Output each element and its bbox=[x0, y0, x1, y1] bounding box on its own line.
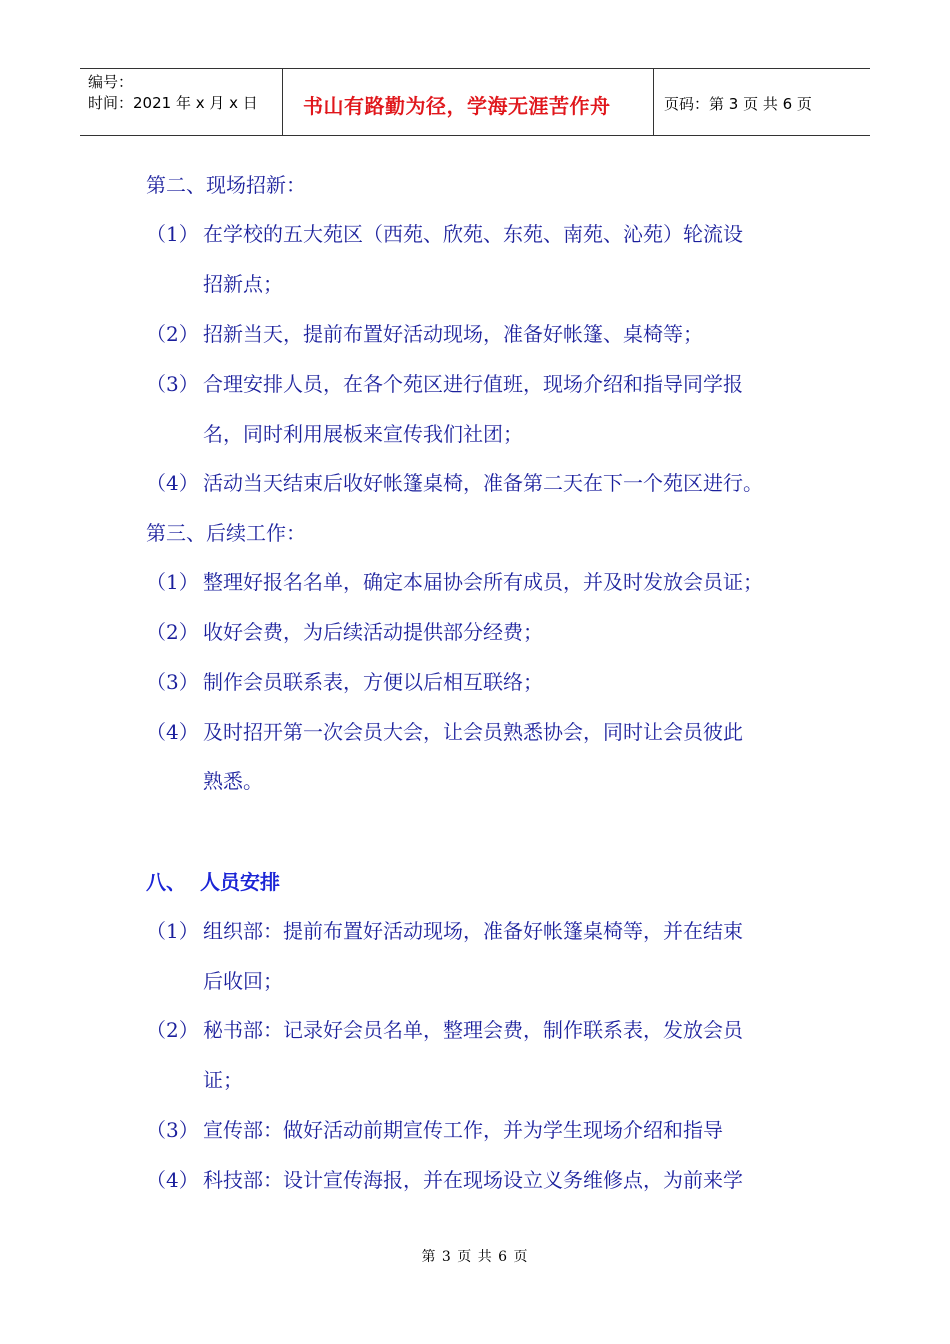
list-item-text: 招新点； bbox=[203, 272, 283, 296]
list-item-text: 制作会员联系表，方便以后相互联络； bbox=[203, 670, 543, 694]
header-page-info: 页码：第 3 页 共 6 页 bbox=[664, 94, 812, 113]
list-item-text: 招新当天，提前布置好活动现场，准备好帐篷、桌椅等； bbox=[203, 322, 703, 346]
list-item-text: 整理好报名名单，确定本届协会所有成员，并及时发放会员证； bbox=[203, 570, 763, 594]
list-item-number: （2） bbox=[146, 322, 199, 346]
section-title: 第二、现场招新： bbox=[146, 173, 306, 197]
document-date: 时间：2021 年 x 月 x 日 bbox=[88, 94, 258, 112]
list-item-text: 名，同时利用展板来宣传我们社团； bbox=[203, 422, 523, 446]
list-item-number: （1） bbox=[146, 919, 199, 943]
list-item-text: 后收回； bbox=[203, 969, 283, 993]
list-item-number: （4） bbox=[146, 471, 199, 495]
page-header bbox=[80, 68, 870, 136]
list-item-number: （1） bbox=[146, 570, 199, 594]
list-item-number: （1） bbox=[146, 222, 199, 246]
list-item-text: 熟悉。 bbox=[203, 769, 263, 793]
list-item-text: 科技部：设计宣传海报，并在现场设立义务维修点，为前来学 bbox=[203, 1168, 743, 1192]
section-heading-title: 人员安排 bbox=[200, 870, 280, 894]
document-number-label: 编号： bbox=[88, 73, 134, 91]
list-item-number: （3） bbox=[146, 1118, 199, 1142]
list-item-text: 宣传部：做好活动前期宣传工作，并为学生现场介绍和指导 bbox=[203, 1118, 723, 1142]
list-item-text: 在学校的五大苑区（西苑、欣苑、东苑、南苑、沁苑）轮流设 bbox=[203, 222, 743, 246]
list-item-number: （4） bbox=[146, 720, 199, 744]
page-footer: 第 3 页 共 6 页 bbox=[421, 1249, 529, 1265]
list-item-text: 秘书部：记录好会员名单，整理会费，制作联系表，发放会员 bbox=[203, 1018, 743, 1042]
list-item-text: 合理安排人员，在各个苑区进行值班，现场介绍和指导同学报 bbox=[203, 372, 743, 396]
list-item-number: （2） bbox=[146, 1018, 199, 1042]
section-heading-number: 八、 bbox=[146, 870, 186, 894]
list-item-text: 组织部：提前布置好活动现场，准备好帐篷桌椅等，并在结束 bbox=[203, 919, 743, 943]
header-meta bbox=[80, 69, 282, 135]
list-item-text: 活动当天结束后收好帐篷桌椅，准备第二天在下一个苑区进行。 bbox=[203, 471, 763, 495]
section-title: 第三、后续工作： bbox=[146, 521, 306, 545]
header-motto: 书山有路勤为径，学海无涯苦作舟 bbox=[282, 69, 654, 135]
list-item-text: 及时招开第一次会员大会，让会员熟悉协会，同时让会员彼此 bbox=[203, 720, 743, 744]
list-item-text: 证； bbox=[203, 1068, 243, 1092]
list-item-number: （3） bbox=[146, 372, 199, 396]
list-item-number: （3） bbox=[146, 670, 199, 694]
list-item-number: （4） bbox=[146, 1168, 199, 1192]
list-item-number: （2） bbox=[146, 620, 199, 644]
section-heading bbox=[146, 868, 280, 896]
list-item-text: 收好会费，为后续活动提供部分经费； bbox=[203, 620, 543, 644]
